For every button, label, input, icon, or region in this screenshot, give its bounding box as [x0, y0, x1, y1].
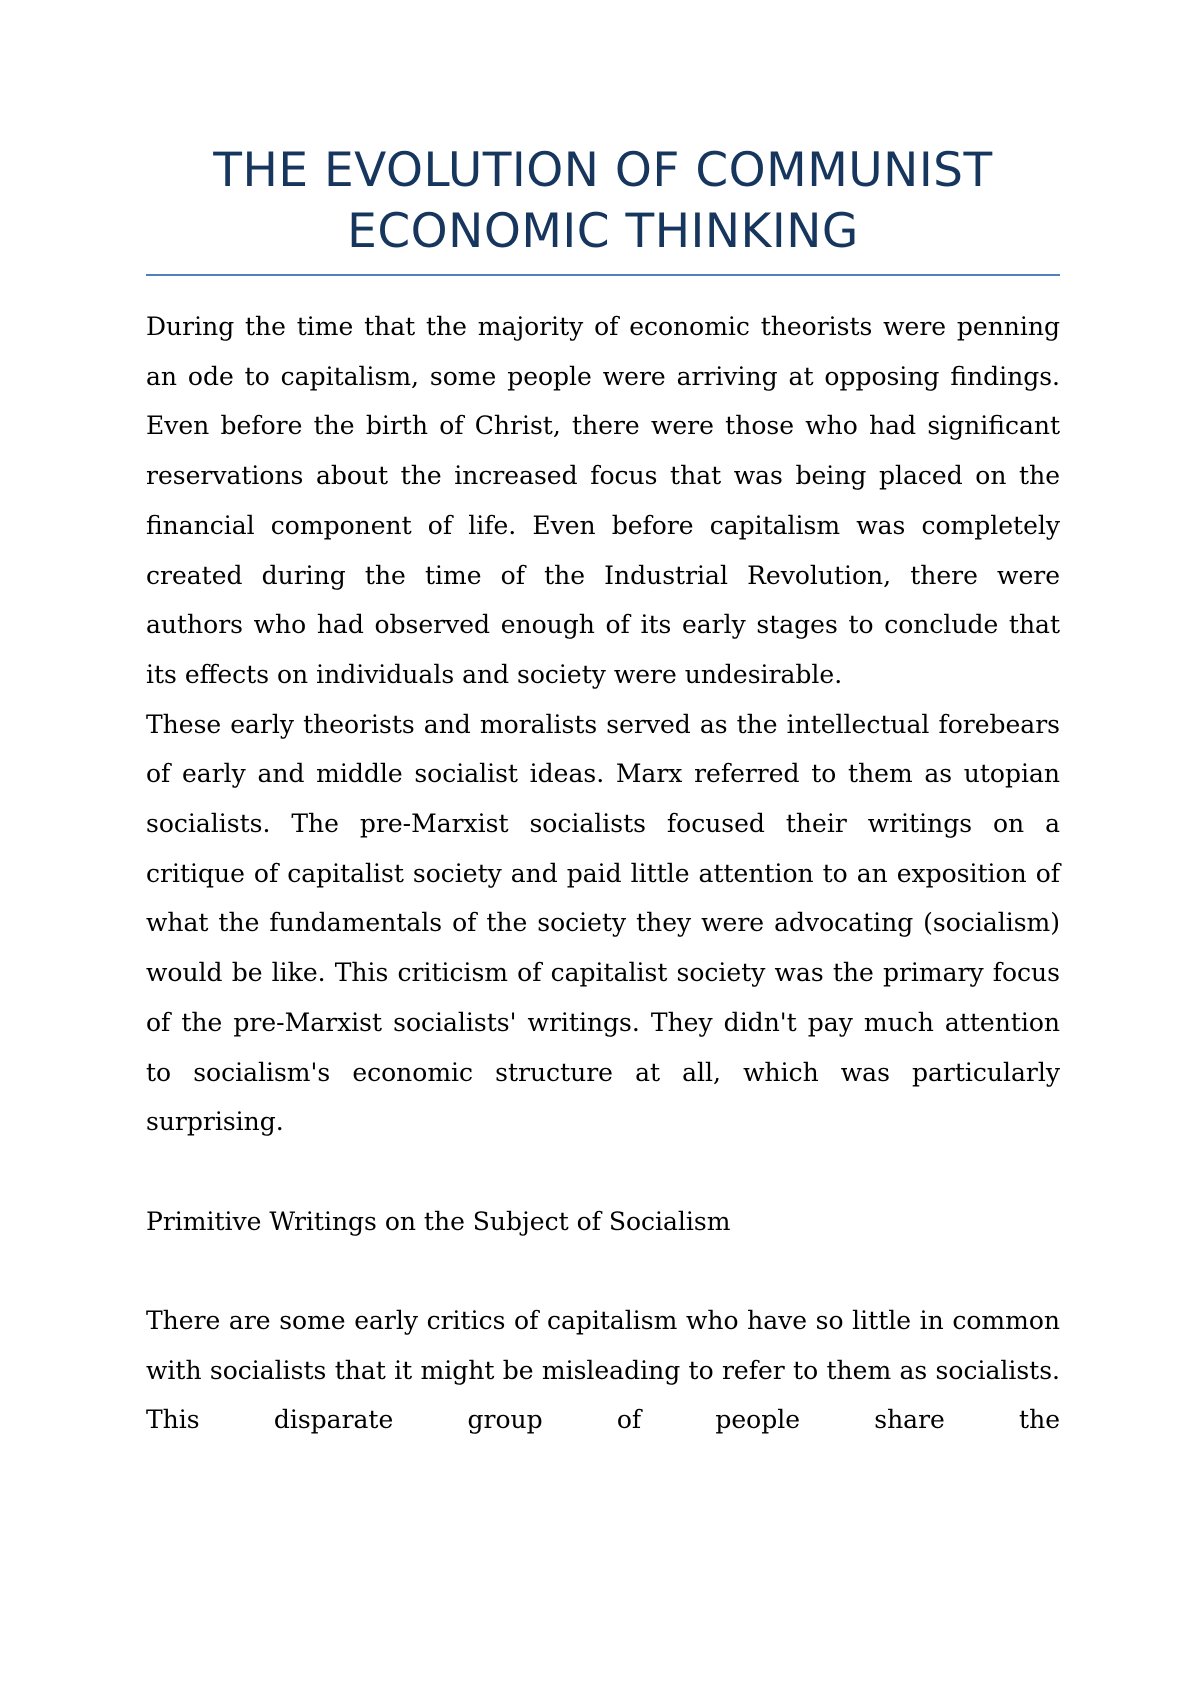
title-divider [146, 274, 1060, 276]
paragraph-1: During the time that the majority of economic theorists were penning an ode to capitalism, some people were arriving at opposing findings. Even before the birth of Christ, there were those who had significant reservations about the increased focus that was being placed on the financial component of life. Even before capitalism was completely created during the time of the Industrial Revolution, there were authors who had observed enough of its early stages to conclude that its effects on individuals and society were undesirable. [146, 312, 1060, 689]
blank-line [146, 1246, 1060, 1296]
document-page [146, 140, 1060, 1445]
document-title: THE EVOLUTION OF COMMUNIST ECONOMIC THINKING [213, 143, 993, 259]
section-heading: Primitive Writings on the Subject of Socialism [146, 1206, 731, 1236]
paragraph-2: These early theorists and moralists served as the intellectual forebears of early and middle socialist ideas. Marx referred to them as utopian socialists. The pre-Marxist socialists focused their writings on a critique of capitalist society and paid little attention to an exposition of what the fundamentals of the society they were advocating (socialism) would be like. This criticism of capitalist society was the primary focus of the pre-Marxist socialists' writings. They didn't pay much attention to socialism's economic structure at all, which was particularly surprising. [146, 709, 1060, 1137]
blank-line [146, 1147, 1060, 1197]
section-paragraph: There are some early critics of capitalism who have so little in common with socialists that it might be misleading to refer to them as socialists. This disparate group of people share the [146, 1306, 1060, 1435]
